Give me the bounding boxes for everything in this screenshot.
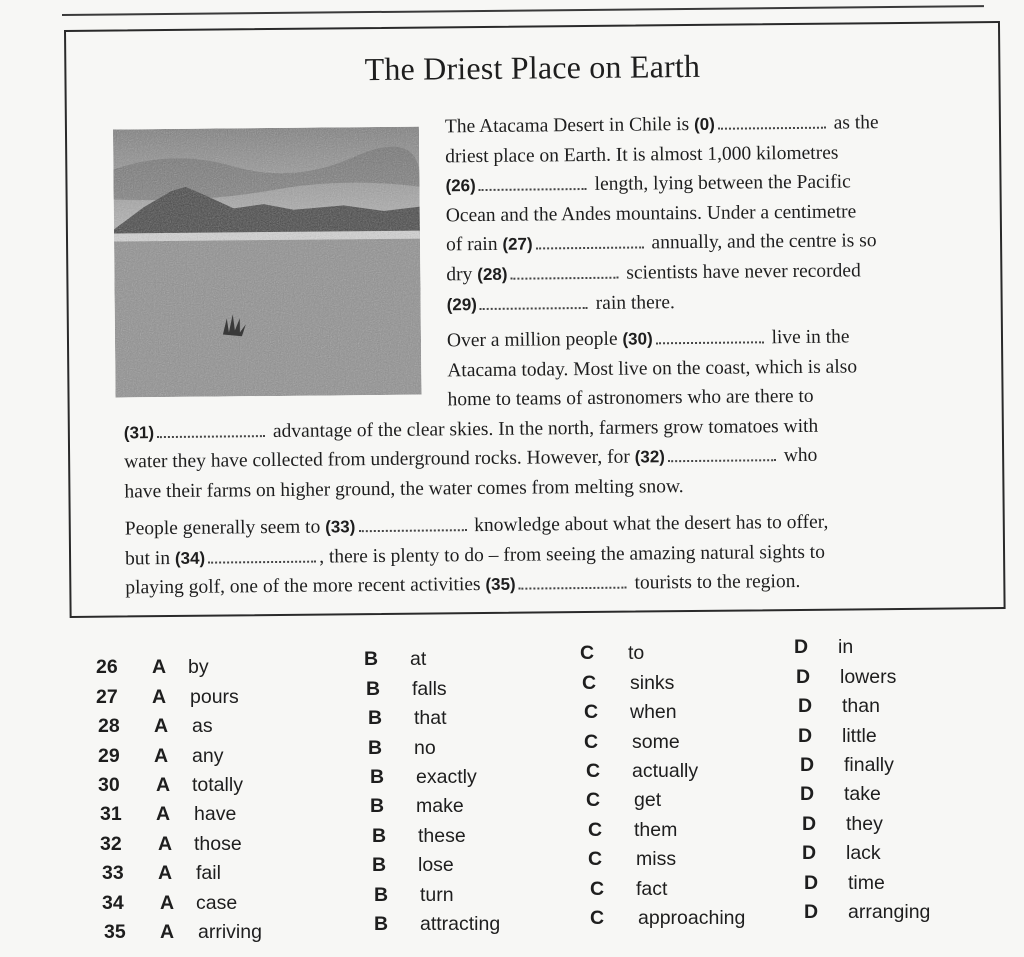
option-letter-a: A xyxy=(154,715,169,737)
gap-marker: (33) xyxy=(325,517,356,537)
option-b[interactable]: at xyxy=(410,648,427,670)
option-b[interactable]: no xyxy=(414,737,436,759)
option-letter-c: C xyxy=(580,642,595,664)
para1-line2: driest place on Earth. It is almost 1,000 kilometres xyxy=(445,142,839,167)
option-letter-b: B xyxy=(372,825,387,847)
option-letter-b: B xyxy=(368,737,383,759)
para2-line4: (31) advantage of the clear skies. In the north, farmers grow tomatoes with xyxy=(123,415,819,443)
option-letter-b: B xyxy=(374,884,389,906)
option-letter-b: B xyxy=(374,913,389,935)
option-a[interactable]: case xyxy=(196,892,238,914)
option-letter-a: A xyxy=(160,892,175,914)
option-c[interactable]: when xyxy=(630,701,677,723)
option-c[interactable]: actually xyxy=(632,760,699,782)
option-letter-a: A xyxy=(160,921,175,943)
option-d[interactable]: lack xyxy=(846,842,881,864)
option-letter-c: C xyxy=(586,789,601,811)
gap-marker: (0) xyxy=(693,114,715,134)
gap-marker: (29) xyxy=(446,294,477,314)
para1-line5: of rain (27) annually, and the centre is so xyxy=(445,230,877,256)
option-letter-d: D xyxy=(796,666,811,688)
para3-line3: playing golf, one of the more recent activities (35) tourists to the region. xyxy=(125,571,801,599)
option-c[interactable]: miss xyxy=(636,848,677,870)
option-b[interactable]: falls xyxy=(412,678,447,700)
option-c[interactable]: fact xyxy=(636,878,668,900)
question-number: 26 xyxy=(96,656,118,678)
para2-line5: water they have collected from underground rocks. However, for (32) who xyxy=(124,445,818,473)
gap-marker: (32) xyxy=(634,447,666,467)
para2-line2: Atacama today. Most live on the coast, which is also xyxy=(447,355,858,381)
option-letter-b: B xyxy=(366,678,381,700)
option-letter-d: D xyxy=(804,872,819,894)
question-number: 33 xyxy=(102,862,124,884)
option-letter-c: C xyxy=(584,731,599,753)
option-d[interactable]: time xyxy=(848,872,885,894)
option-letter-a: A xyxy=(156,803,171,825)
option-letter-b: B xyxy=(368,707,383,729)
option-letter-d: D xyxy=(798,695,813,717)
option-letter-a: A xyxy=(152,656,167,678)
option-letter-a: A xyxy=(156,774,171,796)
option-letter-b: B xyxy=(370,795,385,817)
gap-marker: (34) xyxy=(174,548,206,568)
para1-line1: The Atacama Desert in Chile is (0) as the xyxy=(444,112,879,138)
option-c[interactable]: get xyxy=(634,789,662,811)
option-d[interactable]: lowers xyxy=(840,666,897,688)
option-a[interactable]: totally xyxy=(192,774,243,796)
option-d[interactable]: take xyxy=(844,783,881,805)
option-letter-d: D xyxy=(794,636,809,658)
option-letter-d: D xyxy=(804,901,819,923)
option-letter-a: A xyxy=(158,862,173,884)
option-a[interactable]: pours xyxy=(190,686,239,708)
option-c[interactable]: sinks xyxy=(630,672,675,694)
option-letter-c: C xyxy=(588,848,603,870)
question-number: 31 xyxy=(100,803,122,825)
option-letter-a: A xyxy=(152,686,167,708)
option-letter-c: C xyxy=(590,878,605,900)
option-c[interactable]: some xyxy=(632,731,680,753)
option-b[interactable]: exactly xyxy=(416,766,477,788)
option-letter-a: A xyxy=(158,833,173,855)
option-b[interactable]: attracting xyxy=(420,913,501,935)
option-b[interactable]: that xyxy=(414,707,447,729)
para2-line3: home to teams of astronomers who are there to xyxy=(447,386,814,411)
question-number: 28 xyxy=(98,715,120,737)
option-a[interactable]: arriving xyxy=(198,921,262,943)
para3-line2: but in (34) , there is plenty to do – from seeing the amazing natural sights to xyxy=(124,541,826,570)
option-d[interactable]: little xyxy=(842,725,877,747)
para2-line1: Over a million people (30) live in the xyxy=(446,326,850,352)
question-number: 29 xyxy=(98,745,120,767)
option-b[interactable]: make xyxy=(416,795,464,817)
para1-line7: (29) rain there. xyxy=(446,291,675,314)
option-c[interactable]: to xyxy=(628,642,645,664)
gap-marker: (28) xyxy=(477,264,508,285)
question-number: 27 xyxy=(96,686,118,708)
option-letter-d: D xyxy=(802,842,817,864)
option-b[interactable]: lose xyxy=(418,854,454,876)
option-d[interactable]: in xyxy=(838,636,854,658)
article-title: The Driest Place on Earth xyxy=(364,47,701,88)
para2-line6: have their farms on higher ground, the water comes from melting snow. xyxy=(124,476,684,503)
question-number: 30 xyxy=(98,774,120,796)
question-number: 32 xyxy=(100,833,122,855)
option-letter-d: D xyxy=(798,725,813,747)
para1-line4: Ocean and the Andes mountains. Under a centimetre xyxy=(445,201,857,227)
option-a[interactable]: by xyxy=(188,656,209,678)
option-b[interactable]: these xyxy=(418,825,466,847)
question-number: 35 xyxy=(104,921,126,943)
option-a[interactable]: as xyxy=(192,715,213,737)
option-letter-c: C xyxy=(588,819,603,841)
option-letter-b: B xyxy=(372,854,387,876)
option-d[interactable]: they xyxy=(846,813,883,835)
gap-marker: (31) xyxy=(123,422,155,443)
option-letter-c: C xyxy=(582,672,597,694)
option-d[interactable]: than xyxy=(842,695,880,717)
gap-marker: (27) xyxy=(502,234,533,255)
para1-line6: dry (28) scientists have never recorded xyxy=(446,260,861,286)
option-d[interactable]: arranging xyxy=(848,901,931,923)
option-a[interactable]: have xyxy=(194,803,237,825)
option-letter-b: B xyxy=(370,766,385,788)
option-a[interactable]: any xyxy=(192,745,224,767)
gap-marker: (35) xyxy=(485,574,516,595)
option-letter-b: B xyxy=(364,648,379,670)
option-b[interactable]: turn xyxy=(420,884,454,906)
option-a[interactable]: fail xyxy=(196,862,221,884)
question-number: 34 xyxy=(102,892,124,914)
option-letter-c: C xyxy=(586,760,601,782)
option-letter-c: C xyxy=(584,701,599,723)
option-a[interactable]: those xyxy=(194,833,242,855)
gap-marker: (30) xyxy=(622,329,653,349)
option-letter-d: D xyxy=(802,813,817,835)
para3-line1: People generally seem to (33) knowledge about what the desert has to offer, xyxy=(124,511,829,540)
option-d[interactable]: finally xyxy=(844,754,894,776)
option-c[interactable]: them xyxy=(634,819,678,841)
option-c[interactable]: approaching xyxy=(638,907,746,929)
option-letter-a: A xyxy=(154,745,169,767)
option-letter-c: C xyxy=(590,907,605,929)
option-letter-d: D xyxy=(800,754,815,776)
para1-line3: (26) length, lying between the Pacific xyxy=(445,171,851,196)
option-letter-d: D xyxy=(800,783,815,805)
gap-marker: (26) xyxy=(445,176,476,196)
